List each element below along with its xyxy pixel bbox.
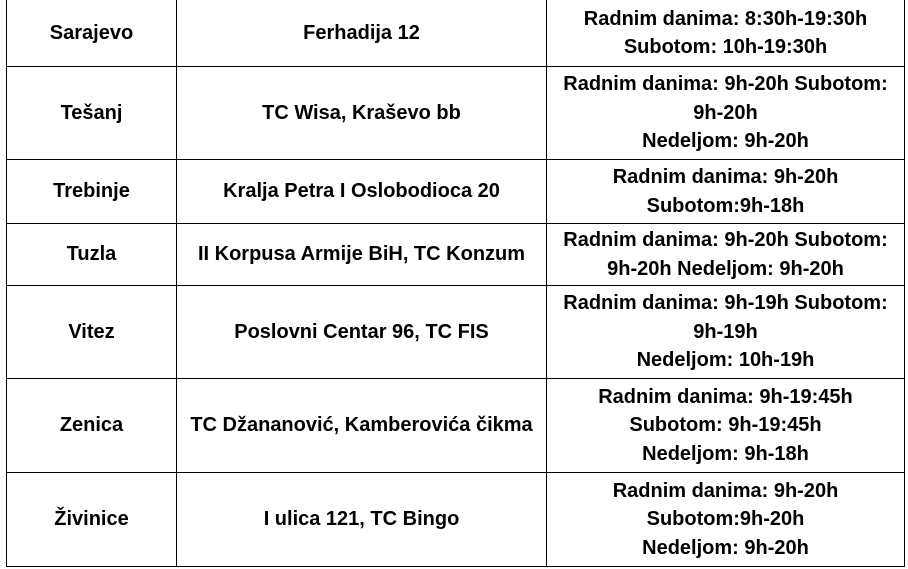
hours-cell [547, 379, 905, 473]
hours-line: Nedeljom: 10h-19h [636, 349, 815, 372]
hours-line: 9h-20h Nedeljom: 9h-20h [607, 257, 844, 280]
table-row [7, 473, 905, 567]
table-row [7, 0, 905, 67]
hours-line: Subotom: 10h-19:30h [623, 36, 828, 58]
address-cell: TC Džananović, Kamberovića čikma [177, 379, 547, 473]
address-cell: Kralja Petra I Oslobodioca 20 [177, 160, 547, 224]
hours-line: Radnim danima: 9h-20h [612, 166, 839, 188]
hours-line: Radnim danima: 9h-20h [612, 479, 839, 502]
city-cell: Tuzla [7, 224, 177, 286]
address-cell: TC Wisa, Kraševo bb [177, 67, 547, 160]
city-cell: Sarajevo [7, 0, 177, 67]
city-cell: Zenica [7, 379, 177, 473]
table-row [7, 160, 905, 224]
hours-cell [547, 0, 905, 67]
address-cell: I ulica 121, TC Bingo [177, 473, 547, 567]
hours-line: Nedeljom: 9h-18h [642, 442, 809, 465]
hours-line: Radnim danima: 9h-20h Subotom: [563, 229, 888, 251]
hours-cell [547, 160, 905, 224]
hours-line: Subotom:9h-20h [646, 508, 805, 531]
hours-line: Radnim danima: 9h-19:45h [598, 385, 853, 408]
hours-line: 9h-19h [693, 320, 758, 343]
hours-line: Nedeljom: 9h-20h [642, 130, 809, 153]
address-cell: Poslovni Centar 96, TC FIS [177, 286, 547, 379]
city-cell: Vitez [7, 286, 177, 379]
hours-line: Nedeljom: 9h-20h [642, 536, 809, 559]
hours-cell [547, 473, 905, 567]
table-row [7, 286, 905, 379]
hours-cell [547, 67, 905, 160]
hours-line: Radnim danima: 9h-19h Subotom: [563, 292, 888, 315]
hours-line: Radnim danima: 8:30h-19:30h [583, 7, 868, 30]
hours-line: Radnim danima: 9h-20h Subotom: [563, 73, 888, 96]
table-row [7, 379, 905, 473]
city-cell: Trebinje [7, 160, 177, 224]
store-locations-table [6, 0, 905, 567]
hours-line: Subotom:9h-18h [646, 194, 805, 217]
table-row [7, 224, 905, 286]
address-cell: Ferhadija 12 [177, 0, 547, 67]
hours-cell [547, 286, 905, 379]
hours-line: Subotom: 9h-19:45h [629, 414, 822, 437]
hours-cell [547, 224, 905, 286]
table-row [7, 67, 905, 160]
city-cell: Živinice [7, 473, 177, 567]
city-cell: Tešanj [7, 67, 177, 160]
hours-line: 9h-20h [693, 101, 758, 124]
address-cell: II Korpusa Armije BiH, TC Konzum [177, 224, 547, 286]
